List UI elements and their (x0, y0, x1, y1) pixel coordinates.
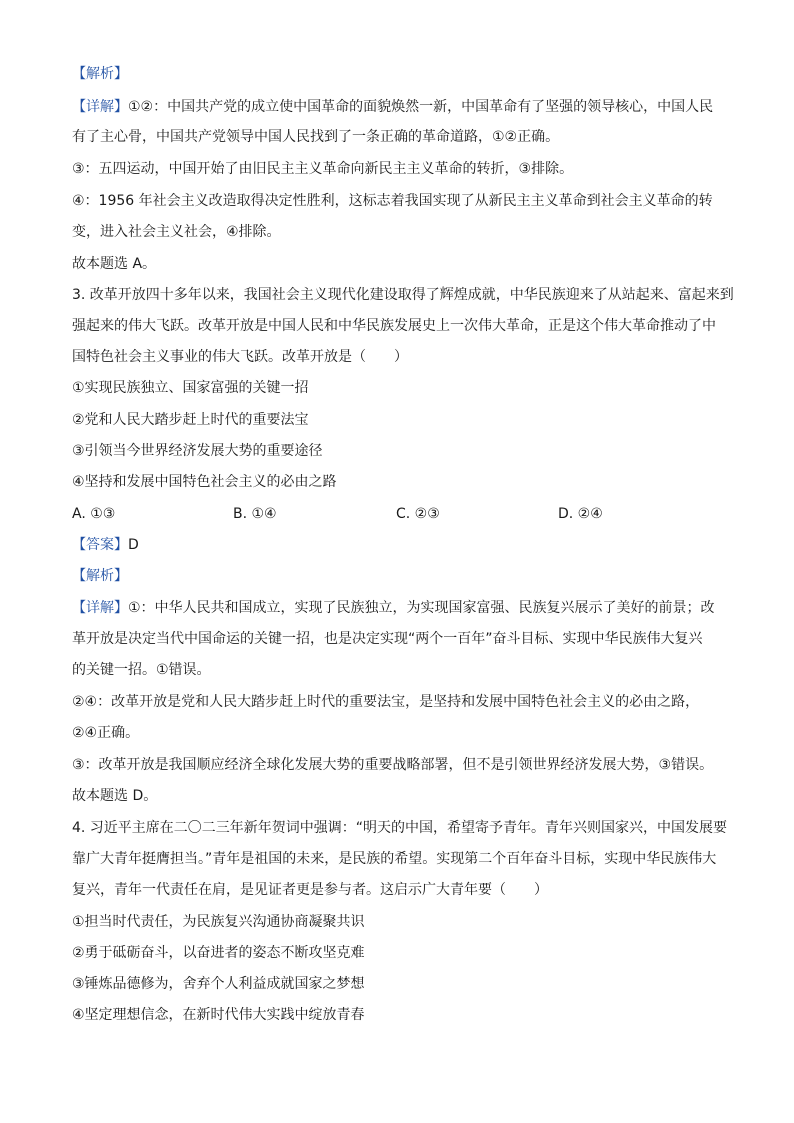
detail-line: 革开放是决定当代中国命运的关键一招，也是决定实现“两个一百年”奋斗目标、实现中华民族伟大复兴 (72, 631, 703, 647)
question-4-stem: 4. 习近平主席在二〇二三年新年贺词中强调：“明天的中国，希望寄予青年。青年兴则国家兴，中国发展要 (72, 820, 728, 836)
question-4-stem: 靠广大青年挺膺担当。”青年是祖国的未来，是民族的希望。实现第二个百年奋斗目标，实现中华民族伟大 (72, 851, 717, 867)
option-d: D. ②④ (558, 506, 603, 522)
question-3-item: ①实现民族独立、国家富强的关键一招 (72, 380, 309, 396)
detail-line: ②④正确。 (72, 725, 140, 741)
detail-line: ④：1956 年社会主义改造取得决定性胜利，这标志着我国实现了从新民主主义革命到社会主义革命的转 (72, 193, 713, 209)
question-3-item: ③引领当今世界经济发展大势的重要途径 (72, 443, 323, 459)
option-a: A. ①③ (72, 506, 116, 522)
answer-value: D (128, 537, 139, 553)
detail-line: 的关键一招。①错误。 (72, 662, 211, 678)
question-3-item: ②党和人民大踏步赶上时代的重要法宝 (72, 412, 309, 428)
detail-line: ③：改革开放是我国顺应经济全球化发展大势的重要战略部署，但不是引领世界经济发展大势，③错误。 (72, 757, 714, 773)
detail-line: ②④：改革开放是党和人民大踏步赶上时代的重要法宝，是坚持和发展中国特色社会主义的必由之路， (72, 694, 700, 710)
question-4-item: ①担当时代责任，为民族复兴沟通协商凝聚共识 (72, 914, 365, 930)
option-b: B. ①④ (233, 506, 277, 522)
question-3-stem: 国特色社会主义事业的伟大飞跃。改革开放是（ ） (72, 349, 408, 365)
question-4-item: ③锤炼品德修为，舍弃个人利益成就国家之梦想 (72, 976, 365, 992)
answer-heading: 【答案】 (72, 537, 128, 553)
detail-text: ①②：中国共产党的成立使中国革命的面貌焕然一新，中国革命有了坚强的领导核心，中国人民 (128, 99, 714, 115)
option-c: C. ②③ (396, 506, 440, 522)
question-4-item: ②勇于砥砺奋斗，以奋进者的姿态不断攻坚克难 (72, 945, 365, 961)
conclusion-line: 故本题选 A。 (72, 256, 157, 272)
detail-line: 有了主心骨，中国共产党领导中国人民找到了一条正确的革命道路，①②正确。 (72, 129, 560, 145)
question-3-stem: 强起来的伟大飞跃。改革开放是中国人民和中华民族发展史上一次伟大革命，正是这个伟大革命推动了中 (72, 318, 716, 334)
detail-line (72, 598, 715, 618)
detail-text: ①：中华人民共和国成立，实现了民族独立，为实现国家富强、民族复兴展示了美好的前景；改 (128, 600, 715, 616)
question-4-item: ④坚定理想信念，在新时代伟大实践中绽放青春 (72, 1007, 365, 1023)
detail-line: ③：五四运动，中国开始了由旧民主主义革命向新民主主义革命的转折，③排除。 (72, 161, 574, 177)
detail-line (72, 97, 713, 117)
detail-line: 变，进入社会主义社会，④排除。 (72, 224, 281, 240)
analysis-heading: 【解析】 (72, 66, 128, 82)
question-3-stem: 3. 改革开放四十多年以来，我国社会主义现代化建设取得了辉煌成就，中华民族迎来了从站起来、富起来到 (72, 287, 734, 303)
detail-heading: 【详解】 (72, 600, 128, 616)
detail-heading: 【详解】 (72, 99, 128, 115)
question-3-item: ④坚持和发展中国特色社会主义的必由之路 (72, 474, 337, 490)
question-4-stem: 复兴，青年一代责任在肩，是见证者更是参与者。这启示广大青年要（ ） (72, 882, 548, 898)
conclusion-line: 故本题选 D。 (72, 788, 158, 804)
answer-line (72, 535, 139, 555)
analysis-heading: 【解析】 (72, 568, 128, 584)
